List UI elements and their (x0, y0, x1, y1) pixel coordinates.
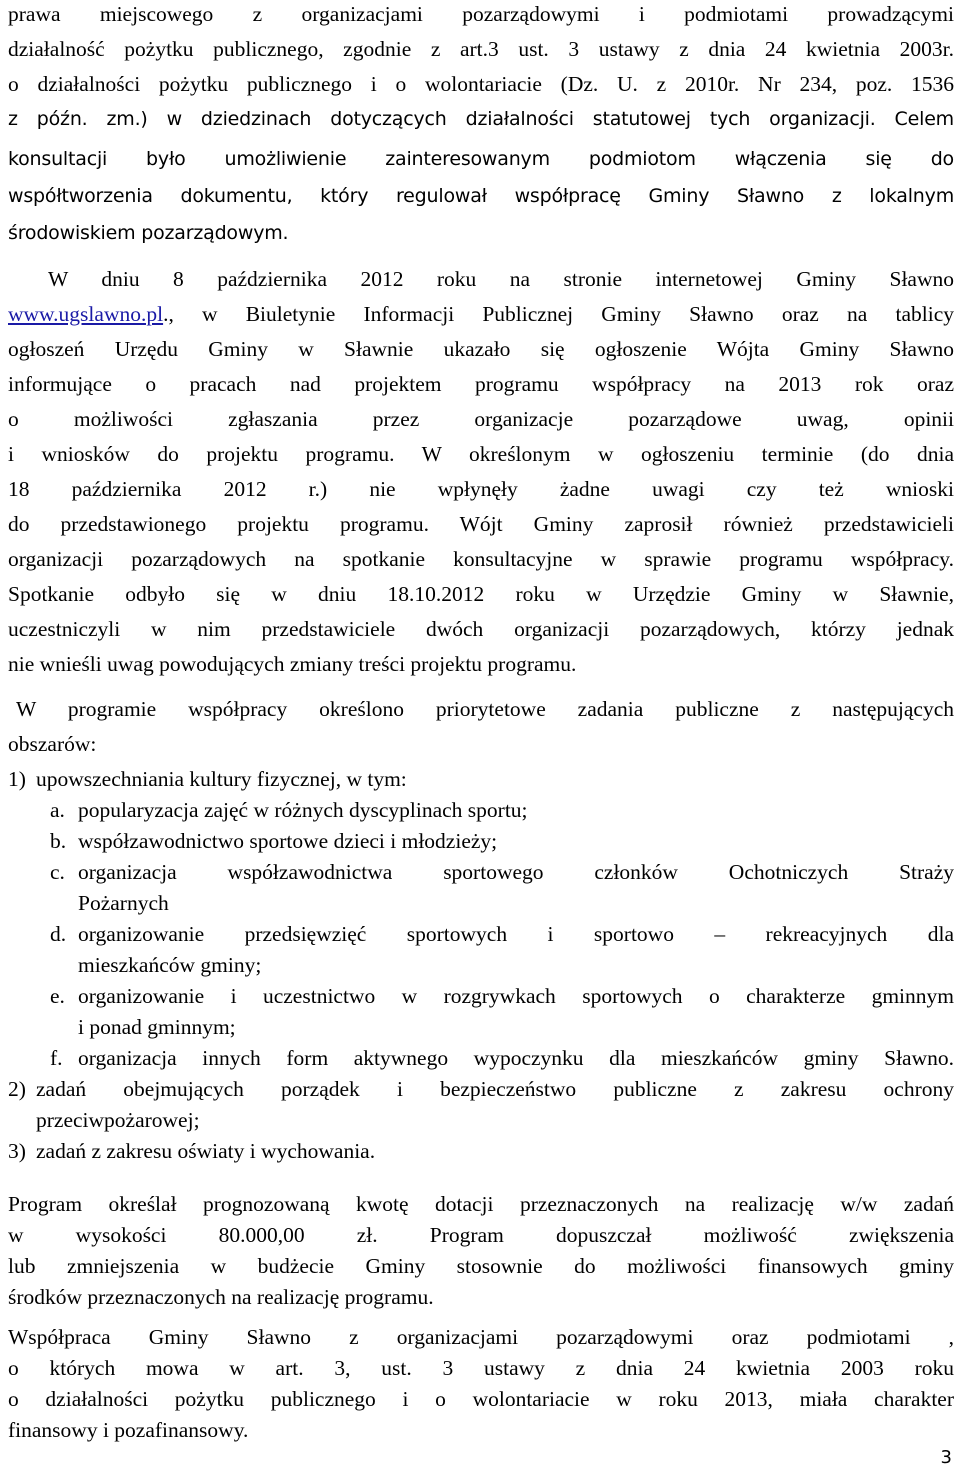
sublist-letter: a. (50, 798, 65, 822)
intro-line: z późn. zm.) w dziedzinach dotyczących działalności statutowej tych organizacji. Celem (8, 108, 954, 130)
list-number: 1) (8, 767, 26, 791)
sublist-letter: f. (50, 1046, 63, 1070)
intro-line: o działalności pożytku publicznego i o wolontariacie (Dz. U. z 2010r. Nr 234, poz. 1536 (8, 72, 954, 96)
sublist-letter: d. (50, 922, 67, 946)
intro-line: konsultacji było umożliwienie zainteresowanym podmiotom włączenia się do (8, 148, 954, 170)
sublist-item-text: popularyzacja zajęć w różnych dyscyplinach sportu; (78, 798, 528, 822)
list-item-text: upowszechniania kultury fizycznej, w tym: (36, 767, 407, 791)
consultation-line: W dniu 8 października 2012 roku na stronie internetowej Gminy Sławno (48, 267, 954, 291)
intro-line: prawa miejscowego z organizacjami pozarządowymi i podmiotami prowadzącymi (8, 2, 954, 26)
consultation-line-with-link (8, 300, 954, 328)
consultation-line: organizacji pozarządowych na spotkanie konsultacyjne w sprawie programu współpracy. (8, 547, 954, 571)
consultation-line: informujące o pracach nad projektem programu współpracy na 2013 rok oraz (8, 372, 954, 396)
list-item-text: zadań z zakresu oświaty i wychowania. (36, 1139, 376, 1163)
cooperation-line: o działalności pożytku publicznego i o wolontariacie w roku 2013, miała charakter (8, 1387, 954, 1411)
priorities-intro-line: obszarów: (8, 732, 97, 756)
funding-line: lub zmniejszenia w budżecie Gminy stosownie do możliwości finansowych gminy (8, 1254, 954, 1278)
cooperation-line: o których mowa w art. 3, ust. 3 ustawy z dnia 24 kwietnia 2003 roku (8, 1356, 954, 1380)
intro-line: współtworzenia dokumentu, który regulował współpracę Gminy Sławno z lokalnym (8, 185, 954, 207)
cooperation-line: Współpraca Gminy Sławno z organizacjami pozarządowymi oraz podmiotami , (8, 1325, 954, 1349)
sublist-item-text: mieszkańców gminy; (78, 953, 262, 977)
sublist-item-text: organizacja innych form aktywnego wypoczynku dla mieszkańców gminy Sławno. (78, 1046, 954, 1070)
sublist-item-text: Pożarnych (78, 891, 169, 915)
sublist-item-text: organizacja współzawodnictwa sportowego członków Ochotniczych Straży (78, 860, 954, 884)
page-number: 3 (940, 1447, 952, 1468)
website-link[interactable]: www.ugslawno.pl (8, 302, 164, 326)
consultation-line: do przedstawionego projektu programu. Wójt Gminy zaprosił również przedstawicieli (8, 512, 954, 536)
list-number: 3) (8, 1139, 26, 1163)
funding-line: środków przeznaczonych na realizację programu. (8, 1285, 434, 1309)
sublist-item-text: i ponad gminnym; (78, 1015, 236, 1039)
consultation-line: nie wnieśli uwag powodujących zmiany treści projektu programu. (8, 652, 577, 676)
priorities-intro-line: W programie współpracy określono priorytetowe zadania publiczne z następujących (16, 697, 954, 721)
consultation-line-rest: ., w Biuletynie Informacji Publicznej Gminy Sławno oraz na tablicy (163, 302, 954, 326)
cooperation-line: finansowy i pozafinansowy. (8, 1418, 249, 1442)
list-number: 2) (8, 1077, 26, 1101)
sublist-letter: b. (50, 829, 67, 853)
funding-line: w wysokości 80.000,00 zł. Program dopuszczał możliwość zwiększenia (8, 1223, 954, 1247)
sublist-letter: e. (50, 984, 65, 1008)
consultation-line: o możliwości zgłaszania przez organizacje pozarządowe uwag, opinii (8, 407, 954, 431)
sublist-item-text: organizowanie przedsięwzięć sportowych i sportowo – rekreacyjnych dla (78, 922, 954, 946)
consultation-line: uczestniczyli w nim przedstawiciele dwóch organizacji pozarządowych, którzy jednak (8, 617, 954, 641)
sublist-item-text: współzawodnictwo sportowe dzieci i młodzieży; (78, 829, 498, 853)
consultation-line: 18 października 2012 r.) nie wpłynęły żadne uwagi czy też wnioski (8, 477, 954, 501)
intro-line: działalność pożytku publicznego, zgodnie z art.3 ust. 3 ustawy z dnia 24 kwietnia 2003r. (8, 37, 954, 61)
consultation-line: i wniosków do projektu programu. W określonym w ogłoszeniu terminie (do dnia (8, 442, 954, 466)
consultation-line: ogłoszeń Urzędu Gminy w Sławnie ukazało się ogłoszenie Wójta Gminy Sławno (8, 337, 954, 361)
sublist-item-text: organizowanie i uczestnictwo w rozgrywkach sportowych o charakterze gminnym (78, 984, 954, 1008)
intro-line: środowiskiem pozarządowym. (8, 222, 289, 244)
list-item-text: zadań obejmujących porządek i bezpieczeństwo publiczne z zakresu ochrony (36, 1077, 954, 1101)
sublist-letter: c. (50, 860, 65, 884)
list-item-text: przeciwpożarowej; (36, 1108, 200, 1132)
funding-line: Program określał prognozowaną kwotę dotacji przeznaczonych na realizację w/w zadań (8, 1192, 954, 1216)
consultation-line: Spotkanie odbyło się w dniu 18.10.2012 roku w Urzędzie Gminy w Sławnie, (8, 582, 954, 606)
